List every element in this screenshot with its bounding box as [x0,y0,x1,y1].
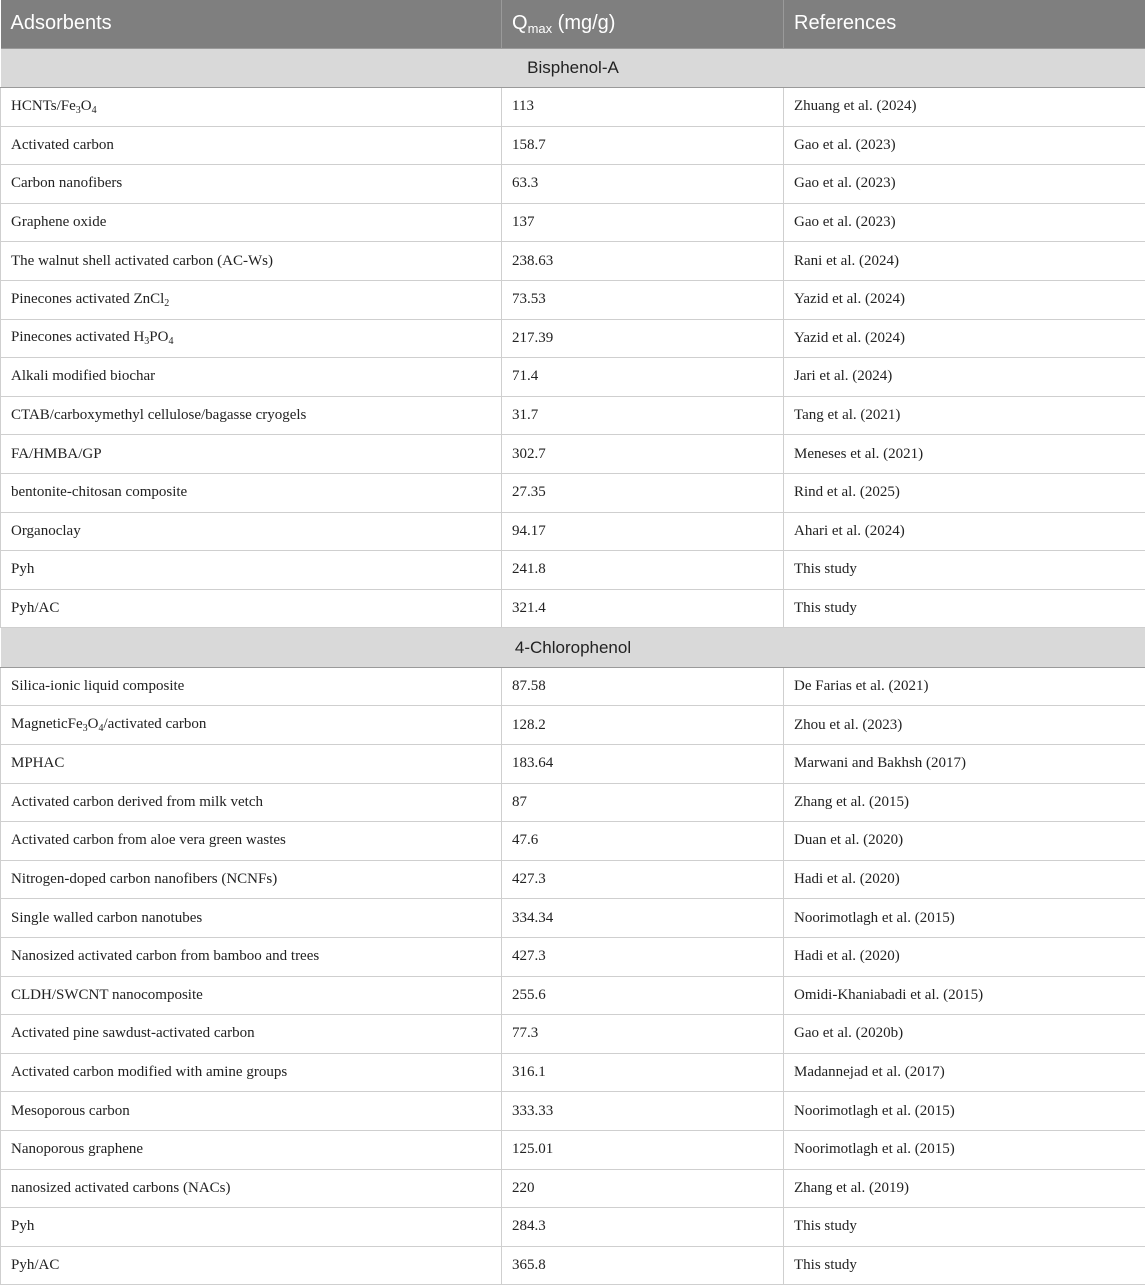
cell-qmax: 73.53 [502,280,784,319]
cell-qmax: 316.1 [502,1053,784,1092]
section-row [1,48,1145,88]
table-row [1,1208,1145,1247]
cell-qmax: 334.34 [502,899,784,938]
cell-adsorbent: Activated pine sawdust-activated carbon [1,1015,502,1054]
cell-adsorbent: Graphene oxide [1,203,502,242]
cell-qmax: 71.4 [502,358,784,397]
cell-qmax: 47.6 [502,822,784,861]
header-row [1,0,1145,48]
table-row [1,473,1145,512]
cell-adsorbent: CTAB/carboxymethyl cellulose/bagasse cryogels [1,396,502,435]
subscript: 3 [144,336,150,348]
cell-reference: This study [784,1208,1145,1247]
cell-reference: Zhuang et al. (2024) [784,88,1145,127]
cell-qmax: 238.63 [502,242,784,281]
cell-qmax: 183.64 [502,745,784,784]
table-row [1,860,1145,899]
header-references: References [784,0,1145,48]
header-qmax [502,0,784,48]
table-row [1,1092,1145,1131]
table-row [1,203,1145,242]
header-qmax-main: Q [512,11,528,34]
cell-qmax: 220 [502,1169,784,1208]
table-row [1,1015,1145,1054]
cell-adsorbent: Nanosized activated carbon from bamboo and trees [1,937,502,976]
table-row [1,745,1145,784]
cell-reference: Rani et al. (2024) [784,242,1145,281]
table-row [1,512,1145,551]
cell-adsorbent: Pyh/AC [1,1246,502,1285]
table-row [1,1169,1145,1208]
cell-qmax: 27.35 [502,473,784,512]
cell-reference: Zhang et al. (2019) [784,1169,1145,1208]
cell-reference: Meneses et al. (2021) [784,435,1145,474]
subscript: 3 [82,723,88,735]
header-adsorbents: Adsorbents [1,0,502,48]
cell-adsorbent: $MagneticFe_3O_4$/activated carbon [1,706,502,745]
cell-qmax: 87 [502,783,784,822]
cell-reference: Rind et al. (2025) [784,473,1145,512]
table-row [1,126,1145,165]
table-row [1,706,1145,745]
section-title: Bisphenol-A [1,48,1145,88]
subscript: 3 [75,104,81,116]
cell-qmax: 333.33 [502,1092,784,1131]
table-row [1,280,1145,319]
cell-reference: Marwani and Bakhsh (2017) [784,745,1145,784]
cell-reference: Gao et al. (2023) [784,126,1145,165]
cell-adsorbent: Activated carbon derived from milk vetch [1,783,502,822]
cell-adsorbent: Nitrogen-doped carbon nanofibers (NCNFs) [1,860,502,899]
cell-qmax: 302.7 [502,435,784,474]
cell-reference: Yazid et al. (2024) [784,319,1145,358]
table-row [1,976,1145,1015]
cell-adsorbent: HCNTs/$Fe_3O_4$ [1,88,502,127]
cell-qmax: 217.39 [502,319,784,358]
table-row [1,242,1145,281]
cell-qmax: 125.01 [502,1130,784,1169]
cell-reference: Yazid et al. (2024) [784,280,1145,319]
table-header [1,0,1145,48]
cell-reference: Hadi et al. (2020) [784,860,1145,899]
cell-reference: De Farias et al. (2021) [784,667,1145,706]
cell-reference: This study [784,589,1145,628]
cell-qmax: 284.3 [502,1208,784,1247]
cell-adsorbent: Alkali modified biochar [1,358,502,397]
header-qmax-sub: max [527,20,553,36]
cell-qmax: 241.8 [502,551,784,590]
section-row [1,628,1145,668]
cell-reference: Madannejad et al. (2017) [784,1053,1145,1092]
table-row [1,551,1145,590]
cell-adsorbent: Single walled carbon nanotubes [1,899,502,938]
cell-adsorbent: Activated carbon [1,126,502,165]
cell-qmax: 427.3 [502,937,784,976]
cell-reference: Zhang et al. (2015) [784,783,1145,822]
subscript: 2 [164,297,170,309]
cell-adsorbent: Activated carbon modified with amine groups [1,1053,502,1092]
table-row [1,319,1145,358]
table-row [1,667,1145,706]
cell-qmax: 427.3 [502,860,784,899]
table-row [1,435,1145,474]
cell-adsorbent: The walnut shell activated carbon (AC-Ws) [1,242,502,281]
cell-reference: This study [784,551,1145,590]
cell-reference: Zhou et al. (2023) [784,706,1145,745]
cell-adsorbent: Organoclay [1,512,502,551]
table-row [1,88,1145,127]
cell-adsorbent: FA/HMBA/GP [1,435,502,474]
section-title: 4-Chlorophenol [1,628,1145,668]
cell-adsorbent: bentonite-chitosan composite [1,473,502,512]
cell-reference: Noorimotlagh et al. (2015) [784,1130,1145,1169]
cell-reference: Noorimotlagh et al. (2015) [784,899,1145,938]
cell-adsorbent: Pinecones activated ZnCl$_2$ [1,280,502,319]
cell-adsorbent: Activated carbon from aloe vera green wastes [1,822,502,861]
cell-reference: Noorimotlagh et al. (2015) [784,1092,1145,1131]
header-qmax-unit: (mg/g) [552,11,616,34]
cell-qmax: 365.8 [502,1246,784,1285]
cell-adsorbent: Mesoporous carbon [1,1092,502,1131]
cell-reference: Hadi et al. (2020) [784,937,1145,976]
cell-adsorbent: nanosized activated carbons (NACs) [1,1169,502,1208]
subscript: 4 [98,723,104,735]
cell-reference: Gao et al. (2020b) [784,1015,1145,1054]
cell-reference: Gao et al. (2023) [784,165,1145,204]
table-row [1,165,1145,204]
subscript: 4 [91,104,97,116]
cell-reference: Omidi-Khaniabadi et al. (2015) [784,976,1145,1015]
cell-adsorbent: MPHAC [1,745,502,784]
table-row [1,1130,1145,1169]
cell-adsorbent: CLDH/SWCNT nanocomposite [1,976,502,1015]
table-row [1,1246,1145,1285]
cell-qmax: 137 [502,203,784,242]
table-row [1,783,1145,822]
cell-qmax: 255.6 [502,976,784,1015]
cell-qmax: 158.7 [502,126,784,165]
table-row [1,937,1145,976]
cell-adsorbent: Nanoporous graphene [1,1130,502,1169]
cell-qmax: 63.3 [502,165,784,204]
cell-adsorbent: Pinecones activated $H_3PO_4$ [1,319,502,358]
table-body [1,48,1145,1285]
table-row [1,1053,1145,1092]
cell-adsorbent: Pyh [1,1208,502,1247]
cell-adsorbent: Pyh [1,551,502,590]
cell-reference: Duan et al. (2020) [784,822,1145,861]
cell-qmax: 87.58 [502,667,784,706]
cell-reference: This study [784,1246,1145,1285]
cell-qmax: 113 [502,88,784,127]
table-row [1,396,1145,435]
table-row [1,822,1145,861]
cell-reference: Gao et al. (2023) [784,203,1145,242]
table-row [1,589,1145,628]
cell-qmax: 31.7 [502,396,784,435]
table-row [1,899,1145,938]
table-row [1,358,1145,397]
cell-qmax: 94.17 [502,512,784,551]
cell-adsorbent: Carbon nanofibers [1,165,502,204]
cell-adsorbent: Pyh/AC [1,589,502,628]
cell-qmax: 77.3 [502,1015,784,1054]
cell-reference: Jari et al. (2024) [784,358,1145,397]
cell-qmax: 321.4 [502,589,784,628]
cell-reference: Ahari et al. (2024) [784,512,1145,551]
cell-qmax: 128.2 [502,706,784,745]
cell-reference: Tang et al. (2021) [784,396,1145,435]
cell-adsorbent: Silica-ionic liquid composite [1,667,502,706]
subscript: 4 [168,336,174,348]
